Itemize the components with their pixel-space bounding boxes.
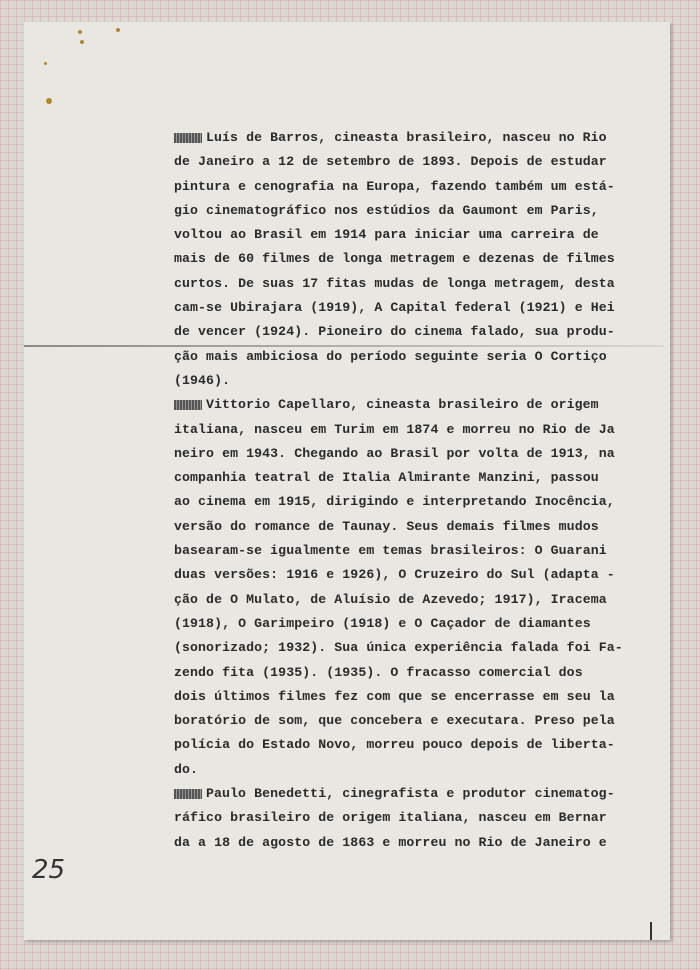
rust-spot [46, 98, 52, 104]
rust-spot [80, 40, 84, 44]
rust-spot [44, 62, 47, 65]
text-line [174, 126, 644, 150]
text-line: pintura e cenografia na Europa, fazendo também um está- [174, 178, 615, 194]
text-line: zendo fita (1935). (1935). O fracasso comercial dos [174, 664, 583, 680]
text-line: (1946). [174, 372, 231, 388]
text-line: (sonorizado; 1932). Sua única experiência falada foi Fa- [174, 640, 623, 656]
redaction-mark [174, 133, 202, 143]
text-line: de vencer (1924). Pioneiro do cinema falado, sua produ- [174, 324, 615, 340]
text-line: neiro em 1943. Chegando ao Brasil por volta de 1913, na [174, 445, 615, 461]
redaction-mark [174, 789, 202, 799]
text-line: mais de 60 filmes de longa metragem e dezenas de filmes [174, 251, 615, 267]
text-line: basearam-se igualmente em temas brasileiros: O Guarani [174, 543, 607, 559]
redaction-mark [174, 400, 202, 410]
text-line [174, 782, 644, 806]
text-line: da a 18 de agosto de 1863 e morreu no Rio de Janeiro e [174, 834, 607, 850]
text-line: cam-se Ubirajara (1919), A Capital federal (1921) e Hei [174, 300, 615, 316]
rust-spot [116, 28, 120, 32]
text-line: ção mais ambiciosa do período seguinte seria O Cortiço [174, 348, 607, 364]
text-line: polícia do Estado Novo, morreu pouco depois de liberta- [174, 737, 615, 753]
text-line: gio cinematográfico nos estúdios da Gaumont em Paris, [174, 202, 599, 218]
handwritten-page-number: 25 [32, 855, 66, 885]
text-line: curtos. De suas 17 fitas mudas de longa metragem, desta [174, 275, 615, 291]
text-line: duas versões: 1916 e 1926), O Cruzeiro do Sul (adapta - [174, 567, 615, 583]
text-line: italiana, nasceu em Turim em 1874 e morreu no Rio de Ja [174, 421, 615, 437]
text-line: (1918), O Garimpeiro (1918) e O Caçador de diamantes [174, 615, 591, 631]
text-line: dois últimos filmes fez com que se encerrasse em seu la [174, 688, 615, 704]
text-line: boratório de som, que concebera e executara. Preso pela [174, 713, 615, 729]
text-line: ao cinema em 1915, dirigindo e interpretando Inocência, [174, 494, 615, 510]
rust-spot [78, 30, 82, 34]
text-line: companhia teatral de Italia Almirante Manzini, passou [174, 470, 599, 486]
document-body [174, 126, 644, 855]
text-line: de Janeiro a 12 de setembro de 1893. Depois de estudar [174, 154, 607, 170]
text-line-content: Paulo Benedetti, cinegrafista e produtor cinematog- [206, 786, 615, 802]
text-line [174, 393, 644, 417]
text-line: versão do romance de Taunay. Seus demais filmes mudos [174, 518, 599, 534]
text-line: voltou ao Brasil em 1914 para iniciar uma carreira de [174, 227, 599, 243]
text-line: ráfico brasileiro de origem italiana, nasceu em Bernar [174, 810, 607, 826]
text-line-content: Luís de Barros, cineasta brasileiro, nasceu no Rio [206, 130, 607, 145]
pencil-tick-mark [650, 922, 652, 940]
text-line: do. [174, 761, 199, 777]
text-line-content: Vittorio Capellaro, cineasta brasileiro de origem [206, 397, 599, 413]
text-line: ção de O Mulato, de Aluísio de Azevedo; 1917), Iracema [174, 591, 607, 607]
